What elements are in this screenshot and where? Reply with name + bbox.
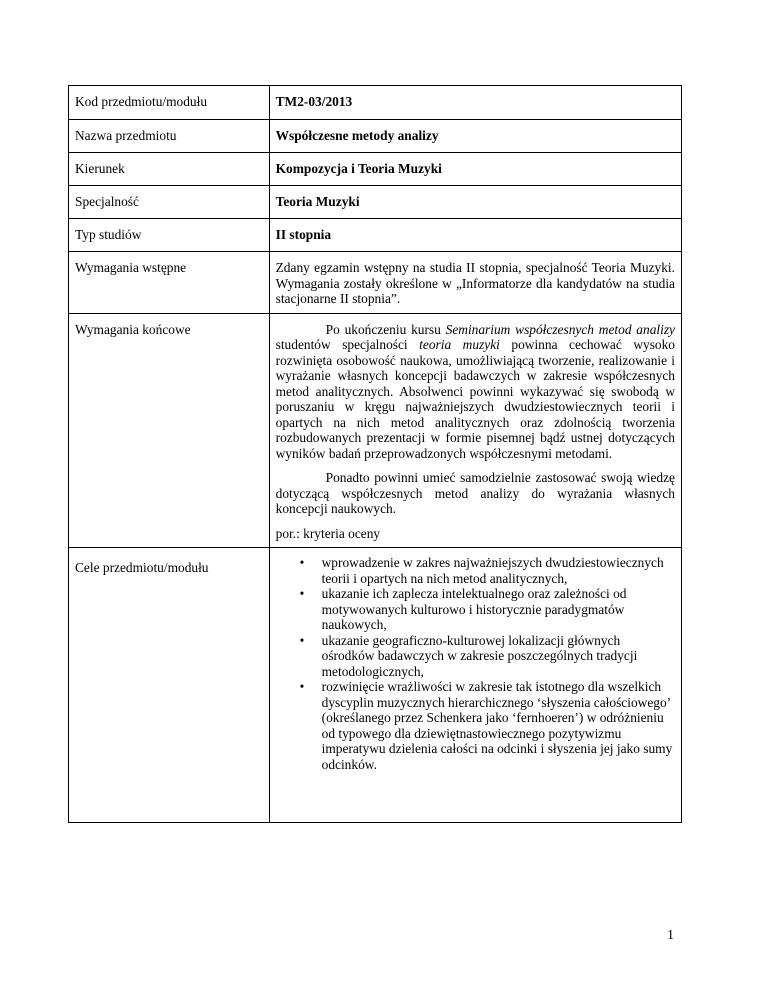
list-item <box>299 586 675 633</box>
label-goals <box>69 548 270 823</box>
goal-text: rozwinięcie wrażliwości w zakresie tak istotnego dla wszelkich dyscyplin muzycznych hierarchicznego ‘słyszenia całościowego’ (określanego przez Schenkera jako ‘fernhoeren’) w odróżnieniu od typowego dla dziewiętnastowiecznego pozytywizmu imperatywu dzielenia całości na odcinki i słyszenia jej jako sumy odcinków. <box>321 679 673 772</box>
table-row-specialty <box>69 186 682 219</box>
page-number: 1 <box>667 928 674 943</box>
list-item <box>299 632 675 680</box>
label-goals-text: Cele przedmiotu/modułu <box>75 560 209 575</box>
goals-list <box>276 555 675 772</box>
table-row-name <box>69 120 682 153</box>
specialty-italic: teoria muzyki <box>419 337 500 352</box>
bullet-icon: • <box>299 586 305 601</box>
goal-text: ukazanie ich zaplecza intelektualnego oraz zależności od motywowanych kulturowo i historycznie paradygmatów naukowych, <box>321 586 627 632</box>
table-row-study-type <box>69 219 682 252</box>
label-specialty: Specjalność <box>69 186 270 219</box>
course-table <box>68 85 682 823</box>
label-name: Nazwa przedmiotu <box>69 120 270 153</box>
label-prerequisites: Wymagania wstępne <box>69 252 270 314</box>
table-row-field <box>69 153 682 186</box>
bullet-icon: • <box>299 632 305 648</box>
value-outcomes <box>269 313 681 548</box>
outcomes-paragraph-1 <box>276 322 675 462</box>
table-row-outcomes <box>69 313 682 548</box>
goal-text: wprowadzenie w zakres najważniejszych dwudziestowiecznych teorii i opartych na nich metod analitycznych, <box>321 555 664 586</box>
value-prerequisites: Zdany egzamin wstępny na studia II stopnia, specjalność Teoria Muzyki. Wymagania zostały określone w „Informatorze dla kandydatów na studia stacjonarne II stopnia”. <box>269 252 681 314</box>
outcomes-reference: por.: kryteria oceny <box>275 525 381 541</box>
label-code: Kod przedmiotu/modułu <box>69 86 270 120</box>
course-title-italic: Seminarium współczesnych metod analizy <box>445 321 675 337</box>
label-field: Kierunek <box>69 153 270 186</box>
table-row-code <box>69 86 682 120</box>
value-field: Kompozycja i Teoria Muzyki <box>269 153 681 186</box>
outcomes-text: powinna cechować wysoko rozwinięta osobowość naukowa, umożliwiającą tworzenie, realizowanie i wyrażanie własnych koncepcji badawczych w zakresie współczesnych metod analitycznych. Absolwenci powinni wykazywać się swobodą w poruszaniu w kręgu najważniejszych dwudziestowiecznych teorii i opartych na nich metod analitycznych oraz zdolnością tworzenia rozbudowanych prezentacji w formie pisemnej bądź ustnej dotyczących wyników badań przeprowadzonych współczesnymi metodami. <box>275 337 675 461</box>
table-row-prerequisites <box>69 252 682 314</box>
label-outcomes: Wymagania końcowe <box>69 313 270 548</box>
table-row-goals <box>69 548 682 823</box>
outcomes-paragraph-2: Ponadto powinni umieć samodzielnie zastosować swoją wiedzę dotyczącą współczesnych metod analizy do wyrażania własnych koncepcji naukowych. <box>275 470 675 516</box>
course-sheet <box>68 85 682 823</box>
value-study-type: II stopnia <box>269 219 681 252</box>
value-goals <box>269 548 681 823</box>
outcomes-text: Po ukończeniu kursu <box>325 321 446 337</box>
list-item <box>299 555 675 586</box>
list-item <box>299 679 675 772</box>
value-name: Współczesne metody analizy <box>269 120 681 153</box>
label-study-type: Typ studiów <box>69 219 270 252</box>
goal-text: ukazanie geograficzno-kulturowej lokalizacji głównych ośrodków badawczych w zakresie poszczególnych tradycji metodologicznych, <box>321 632 638 679</box>
outcomes-text: studentów specjalności <box>275 337 420 352</box>
value-specialty: Teoria Muzyki <box>269 186 681 219</box>
value-code: TM2-03/2013 <box>269 86 681 120</box>
bullet-icon: • <box>299 555 305 570</box>
bullet-icon: • <box>299 679 305 694</box>
